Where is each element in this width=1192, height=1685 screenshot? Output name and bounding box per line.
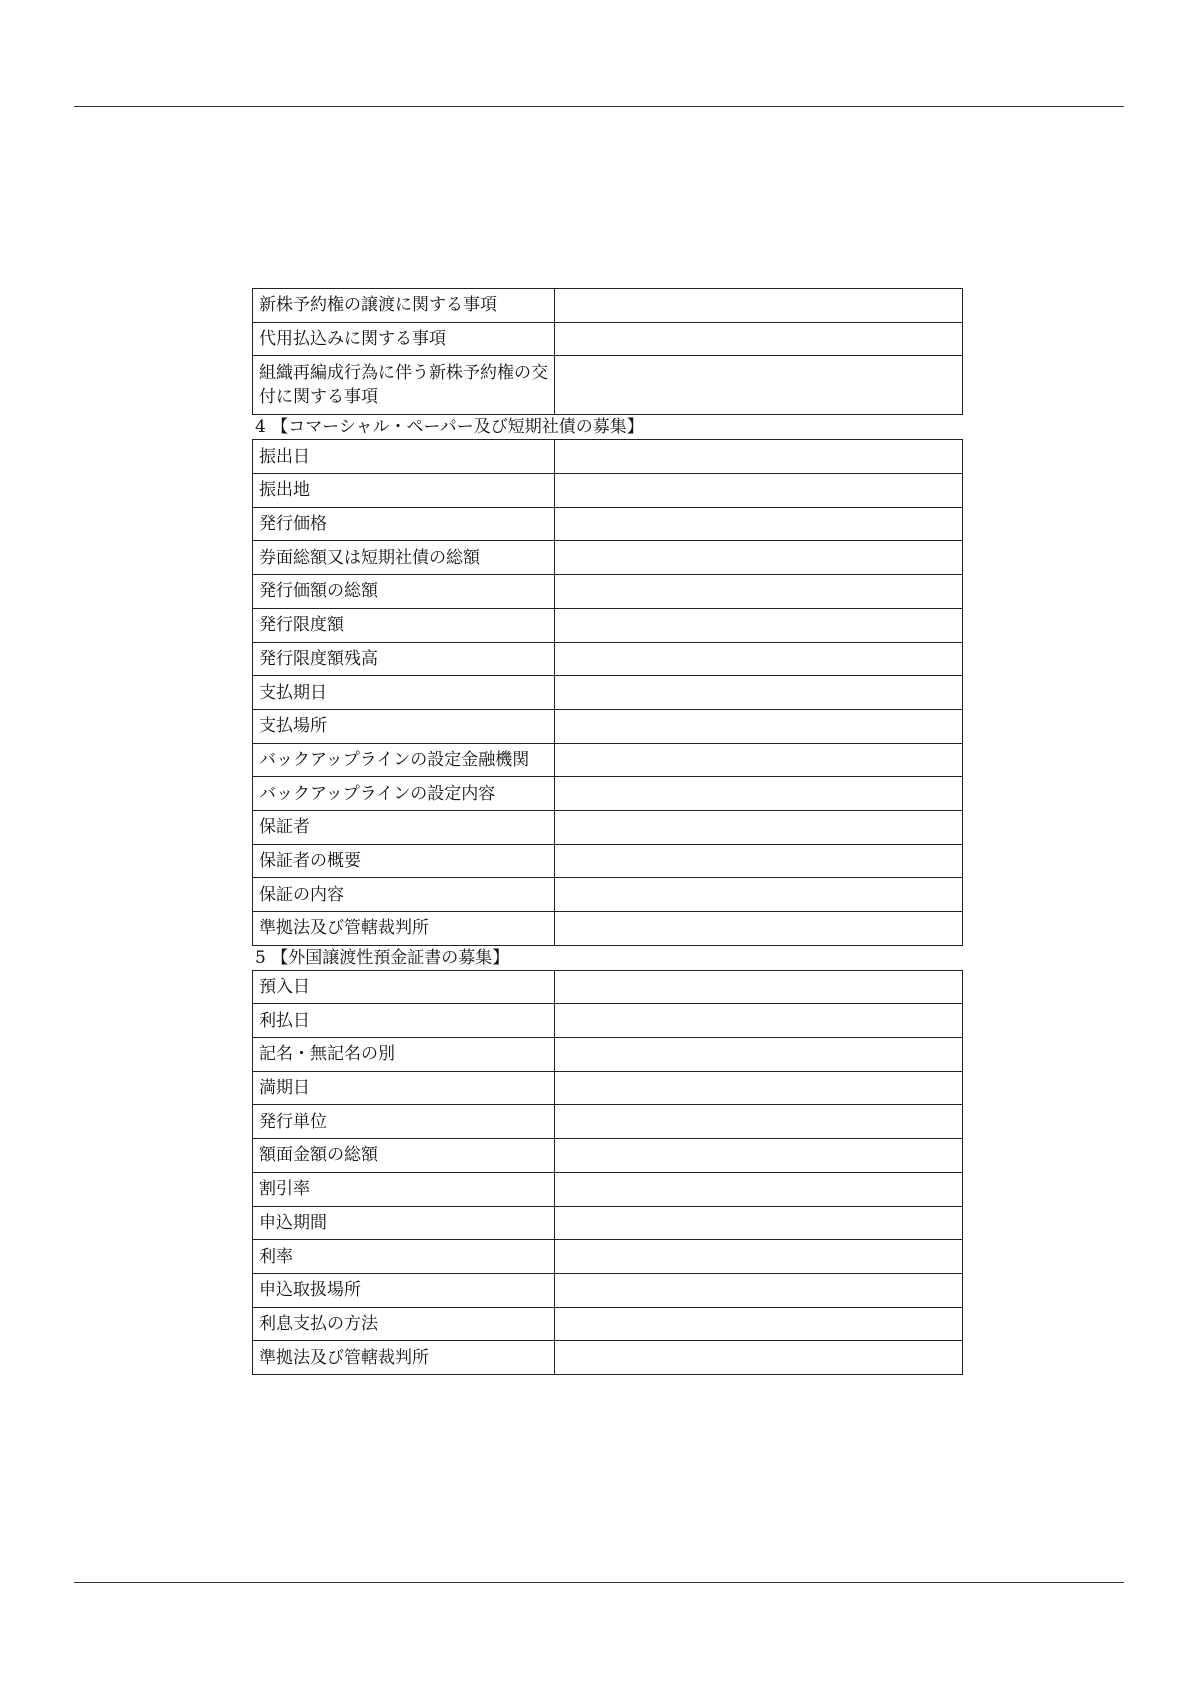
row-value [555, 1273, 963, 1307]
row-value [555, 844, 963, 878]
row-label: 申込期間 [253, 1206, 555, 1240]
row-value [555, 1240, 963, 1274]
row-label: バックアップラインの設定金融機関 [253, 743, 555, 777]
row-value [555, 912, 963, 946]
table-row [253, 1172, 963, 1206]
row-label: 準拠法及び管轄裁判所 [253, 1341, 555, 1375]
row-label: 新株予約権の譲渡に関する事項 [253, 289, 555, 323]
footer-rule [74, 1582, 1124, 1583]
form-content [252, 288, 962, 1375]
row-value [555, 1105, 963, 1139]
row-label: 振出日 [253, 440, 555, 474]
row-value [555, 970, 963, 1004]
row-label: 代用払込みに関する事項 [253, 322, 555, 356]
table-stock-acquisition-rights [252, 288, 963, 415]
table-row [253, 1273, 963, 1307]
table-row [253, 709, 963, 743]
row-label: 組織再編成行為に伴う新株予約権の交付に関する事項 [253, 356, 555, 415]
row-value [555, 676, 963, 710]
row-label: 発行単位 [253, 1105, 555, 1139]
table-row [253, 1139, 963, 1173]
row-value [555, 440, 963, 474]
row-value [555, 743, 963, 777]
row-label: 支払場所 [253, 709, 555, 743]
row-value [555, 642, 963, 676]
row-value [555, 1004, 963, 1038]
table-row [253, 1105, 963, 1139]
table-row [253, 289, 963, 323]
row-label: 利払日 [253, 1004, 555, 1038]
row-value [555, 474, 963, 508]
table-row [253, 970, 963, 1004]
row-label: 振出地 [253, 474, 555, 508]
row-label: 額面金額の総額 [253, 1139, 555, 1173]
row-label: バックアップラインの設定内容 [253, 777, 555, 811]
row-value [555, 541, 963, 575]
row-value [555, 878, 963, 912]
table-row [253, 507, 963, 541]
table-row [253, 575, 963, 609]
row-label: 発行限度額 [253, 608, 555, 642]
row-label: 発行限度額残高 [253, 642, 555, 676]
row-label: 発行価額の総額 [253, 575, 555, 609]
section-heading-foreign-cd: 5 【外国譲渡性預金証書の募集】 [255, 947, 510, 968]
row-value [555, 709, 963, 743]
row-value [555, 1307, 963, 1341]
table-row [253, 356, 963, 415]
row-value [555, 608, 963, 642]
row-label: 利息支払の方法 [253, 1307, 555, 1341]
row-value [555, 507, 963, 541]
row-value [555, 575, 963, 609]
table-row [253, 1341, 963, 1375]
table-row [253, 642, 963, 676]
table-row [253, 1206, 963, 1240]
table-row [253, 440, 963, 474]
table-foreign-cd [252, 970, 963, 1375]
table-row [253, 474, 963, 508]
row-label: 満期日 [253, 1071, 555, 1105]
table-row [253, 844, 963, 878]
table-row [253, 322, 963, 356]
table-row [253, 1038, 963, 1072]
row-value [555, 777, 963, 811]
header-rule [74, 106, 1124, 107]
row-label: 準拠法及び管轄裁判所 [253, 912, 555, 946]
row-label: 保証の内容 [253, 878, 555, 912]
table-row [253, 1004, 963, 1038]
table-row [253, 1071, 963, 1105]
row-value [555, 1139, 963, 1173]
row-label: 券面総額又は短期社債の総額 [253, 541, 555, 575]
row-value [555, 1071, 963, 1105]
row-label: 発行価格 [253, 507, 555, 541]
section-heading-commercial-paper: 4 【コマーシャル・ペーパー及び短期社債の募集】 [255, 417, 644, 438]
row-label: 支払期日 [253, 676, 555, 710]
row-label: 保証者 [253, 810, 555, 844]
row-value [555, 356, 963, 415]
row-label: 保証者の概要 [253, 844, 555, 878]
table-row [253, 810, 963, 844]
table-row [253, 1240, 963, 1274]
table-row [253, 608, 963, 642]
row-value [555, 1172, 963, 1206]
table-row [253, 777, 963, 811]
table-commercial-paper [252, 439, 963, 945]
table-row [253, 541, 963, 575]
row-label: 利率 [253, 1240, 555, 1274]
row-label: 申込取扱場所 [253, 1273, 555, 1307]
row-value [555, 1038, 963, 1072]
row-label: 記名・無記名の別 [253, 1038, 555, 1072]
row-value [555, 322, 963, 356]
table-row [253, 878, 963, 912]
row-label: 割引率 [253, 1172, 555, 1206]
table-row [253, 1307, 963, 1341]
row-label: 預入日 [253, 970, 555, 1004]
row-value [555, 1206, 963, 1240]
row-value [555, 289, 963, 323]
row-value [555, 1341, 963, 1375]
row-value [555, 810, 963, 844]
table-row [253, 743, 963, 777]
table-row [253, 912, 963, 946]
table-row [253, 676, 963, 710]
